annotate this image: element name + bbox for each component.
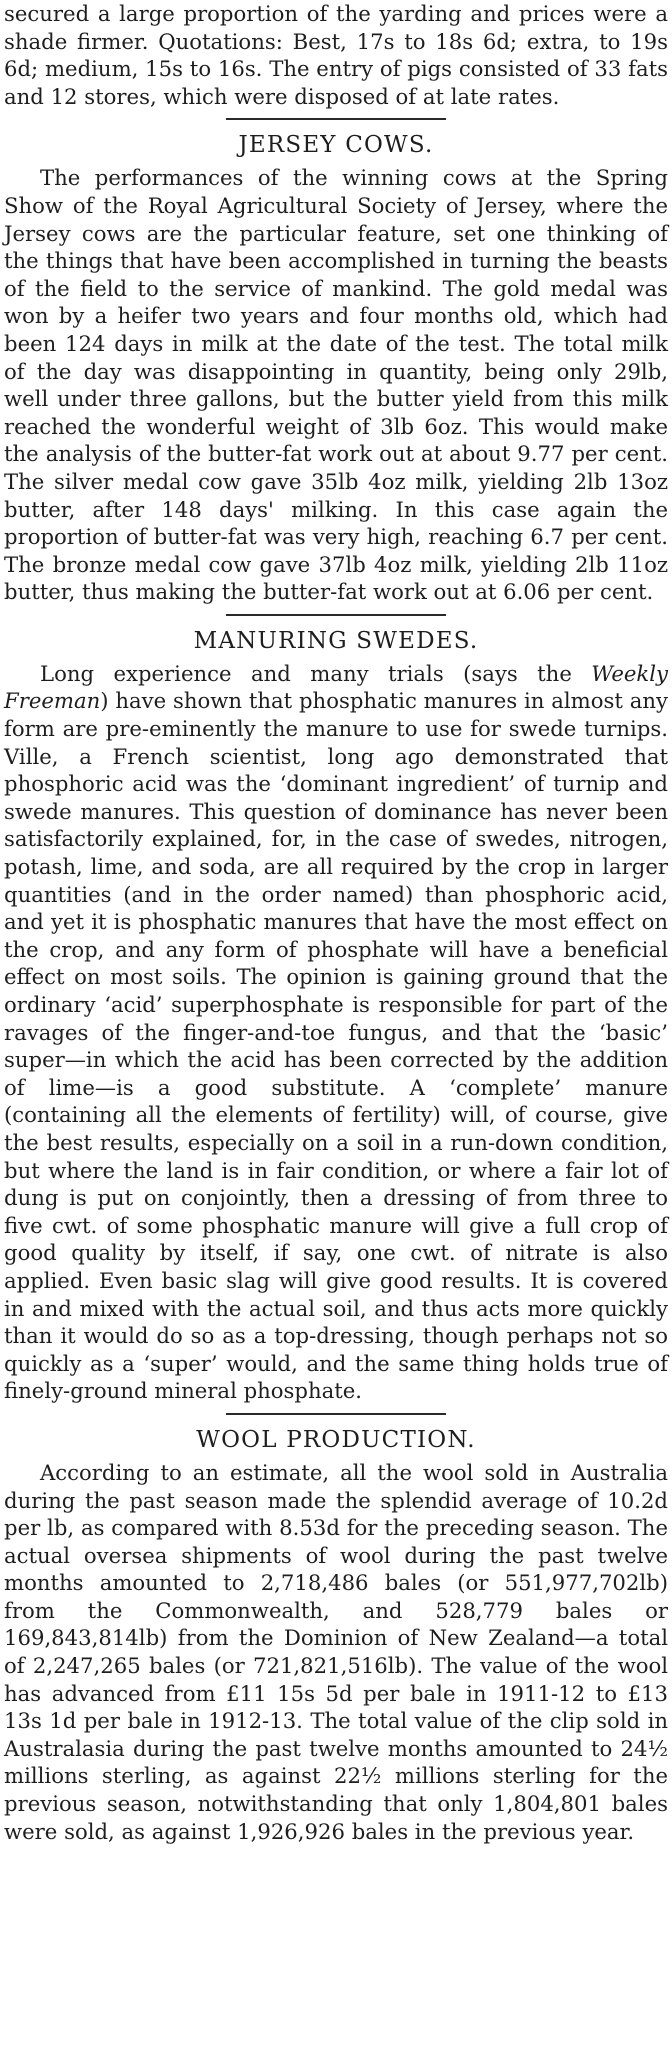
jersey-cows-article: The performances of the winning cows at the Spring Show of the Royal Agricultural Society of Jersey, where the Jersey cows are the particular feature, set one thinking of the things that have been accomplished in turning the beasts of the field to the service of mankind. The gold medal was won by a heifer two years and four months old, which had been 124 days in milk at the date of the test. The total milk of the day was disappointing in quantity, being only 29lb, well under three gallons, but the butter yield from this milk reached the wonderful weight of 3lb 6oz. This would make the analysis of the butter-fat work out at about 9.77 per cent. The silver medal cow gave 35lb 4oz milk, yielding 2lb 13oz butter, after 148 days' milking. In this case again the proportion of butter-fat was very high, reaching 6.7 per cent. The bronze medal cow gave 37lb 4oz milk, yielding 2lb 11oz butter, thus making the butter-fat work out at 6.06 per cent. bbox=[4, 165, 668, 605]
manuring-swedes-article bbox=[4, 660, 668, 1405]
wool-production-heading: WOOL PRODUCTION. bbox=[196, 1426, 476, 1453]
source-publication: Weekly Freeman bbox=[4, 660, 668, 714]
market-report-paragraph: secured a large proportion of the yarding and prices were a shade firmer. Quotations: Best, 17s to 18s 6d; extra, to 19s 6d; medium, 15s to 16s. The entry of pigs consisted of 33 fats and 12 stores, which were disposed of at late rates. bbox=[4, 1, 668, 109]
swedes-text-body: ) have shown that phosphatic manures in almost any form are pre-eminently the manure to use for swede turnips. Ville, a French scientist, long ago demonstrated that phosphoric acid was the ‘dominant ingredient’ of turnip and swede manures. This question of dominance has never been satisfactorily explained, for, in the case of swedes, nitrogen, potash, lime, and soda, are all required by the crop in larger quantities (and in the order named) than phosphoric acid, and yet it is phosphatic manures that have the most effect on the crop, and any form of phosphate will have a beneficial effect on most soils. The opinion is gaining ground that the ordinary ‘acid’ superphosphate is responsible for part of the ravages of the finger-and-toe fungus, and that the ‘basic’ super—in which the acid has been corrected by the addition of lime—is a good substitute. A ‘complete’ manure (containing all the elements of fertility) will, of course, give the best results, especially on a soil in a run-down condition, but where the land is in fair condition, or where a fair lot of dung is put on conjointly, then a dressing of from three to five cwt. of some phosphatic manure will give a full crop of good quality by itself, if say, one cwt. of nitrate is also applied. Even basic slag will give good results. It is covered in and mixed with the actual soil, and thus acts more quickly than it would do so as a top-dressing, though perhaps not so quickly as a ‘super’ would, and the same thing holds true of finely-ground mineral phosphate. bbox=[4, 688, 668, 1404]
wool-production-article: According to an estimate, all the wool sold in Australia during the past season made the splendid average of 10.2d per lb, as compared with 8.53d for the preceding season. The actual oversea shipments of wool during the past twelve months amounted to 2,718,486 bales (or 551,977,702lb) from the Commonwealth, and 528,779 bales or 169,843,814lb) from the Dominion of New Zealand—a total of 2,247,265 bales (or 721,821,516lb). The value of the wool has advanced from £11 15s 5d per bale in 1911-12 to £13 13s 1d per bale in 1912-13. The total value of the clip sold in Australasia during the past twelve months amounted to 24½ millions sterling, as against 22½ millions sterling for the previous season, notwithstanding that only 1,804,801 bales were sold, as against 1,926,926 bales in the previous year. bbox=[4, 1459, 668, 1844]
jersey-cows-heading: JERSEY COWS. bbox=[238, 132, 434, 159]
newspaper-column bbox=[4, 0, 668, 1845]
section-divider bbox=[226, 1413, 446, 1415]
manuring-swedes-heading: MANURING SWEDES. bbox=[193, 627, 479, 654]
section-divider bbox=[226, 118, 446, 120]
swedes-text-lead: Long experience and many trials (says the bbox=[40, 660, 592, 686]
section-divider bbox=[226, 614, 446, 616]
